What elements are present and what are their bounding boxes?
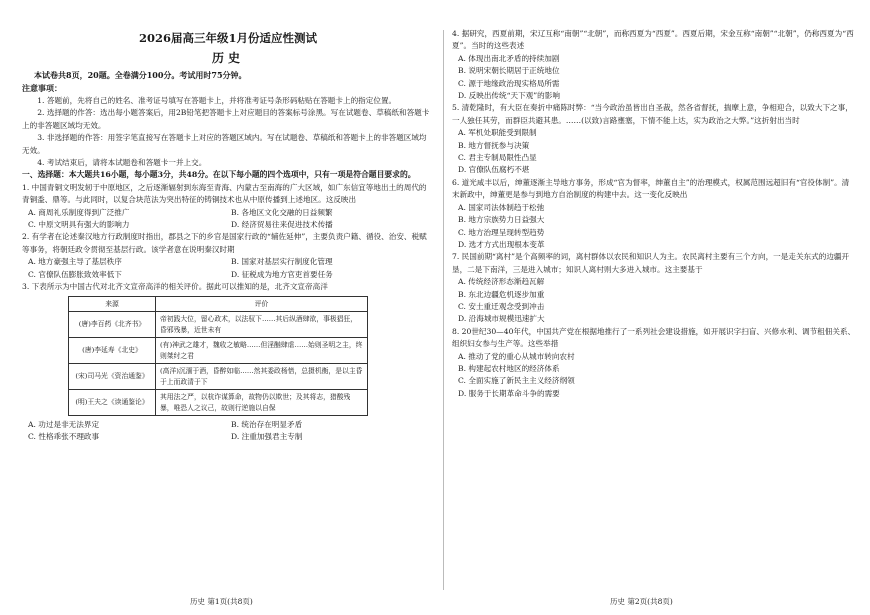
question-2 [22, 231, 434, 281]
table-row [69, 338, 368, 364]
question-stem: 5. 清乾隆时，有大臣在奏折中痛陈时弊：“当今政治虽皆出自圣裁，然各省督抚，揣摩上意，争相迎合，以致大下之事，一人独任其劳，而群臣共避其患。……(以致)言路壅塞，下情不能上达，实为政治之大弊。”这折射出当时 [452, 103, 853, 125]
table-cell-source: (唐)李延寿《北史》 [69, 338, 156, 364]
question-options [452, 53, 856, 103]
section-heading: 一、选择题：本大题共16小题，每小题3分，共48分。在以下每小题的四个选项中，只有一项是符合题目要求的。 [22, 170, 416, 180]
question-1 [22, 182, 434, 232]
exam-meta: 本试卷共8页，20题。全卷满分100分。考试用时75分钟。 [34, 70, 247, 80]
option-d[interactable]: D. 选才方式出现根本变革 [458, 239, 545, 249]
option-b[interactable]: B. 说明宋朝长期居于正统地位 [458, 66, 560, 76]
option-a[interactable]: A. 军机处职能受到限制 [458, 128, 537, 138]
question-stem: 8. 20世纪30—40年代，中国共产党在根据地推行了一系列社会建设措施，如开展识字扫盲、兴修水利、调节租佃关系、组织妇女参与生产等。这些举措 [452, 326, 856, 349]
table-cell-evaluation: (有)神武之雄才，魏收之敏略……但淫酗肆虐……始则圣明之主，终则桀纣之君 [156, 338, 368, 364]
table-cell-source: (唐)李百药《北齐书》 [69, 312, 156, 338]
question-options [452, 127, 856, 177]
table-row [69, 364, 368, 390]
option-a[interactable]: A. 功过是非无法界定 [28, 420, 100, 429]
option-a[interactable]: A. 传统经济形态渐趋瓦解 [458, 277, 545, 287]
table-header-row [69, 296, 368, 312]
option-c[interactable]: C. 性格乖张不理政事 [28, 432, 100, 442]
question-stem: 3. 下表所示为中国古代对北齐文宣帝高洋的相关评价。据此可以推知的是，北齐文宣帝高洋 [22, 282, 328, 292]
option-b[interactable]: B. 国家对基层实行制度化管理 [231, 257, 333, 267]
note-item: 1. 答题前，先将自己的姓名、准考证号填写在答题卡上，并将准考证号条形码粘贴在答题卡上的指定位置。 [37, 96, 397, 105]
option-c[interactable]: C. 地方治理呈现转型趋势 [458, 227, 545, 237]
question-stem: 4. 据研究，西夏前期，宋辽互称“南朝”“北朝”，而称西夏为“西夏”。西夏后期，宋金互称“南朝”“北朝”，仍称西夏为“西夏”。当时的这些表述 [452, 29, 854, 51]
table-cell-evaluation: 其用法之严，以杭诈谋算命，故物仍以欺世；及其将志，猎酸残暴，唯恐人之议己，故则行逆施以自保 [156, 390, 368, 416]
page-footer-left: 历史 第1页(共8页) [190, 597, 253, 606]
note-item: 3. 非选择题的作答：用签字笔直接写在答题卡上对应的答题区域内。写在试题卷、草稿纸和答题卡上的非答题区域均无效。 [22, 133, 427, 155]
table-header: 来源 [69, 296, 156, 312]
question-5 [452, 102, 856, 176]
question-3 [22, 281, 434, 444]
option-d[interactable]: D. 注重加强君主专制 [231, 432, 303, 442]
option-a[interactable]: A. 地方豪强主导了基层秩序 [28, 257, 122, 267]
table-cell-evaluation: (高洋)沉湎于酒，昏醉如临……然其委政杨愔，总摄机衡，是以主昏于上而政清于下 [156, 364, 368, 390]
note-item: 2. 选择题的作答：选出每小题答案后，用2B铅笔把答题卡上对应题目的答案标号涂黑。写在试题卷、草稿纸和答题卡上的非答题区域均无效。 [22, 108, 430, 130]
option-d[interactable]: D. 沿海城市规模迅速扩大 [458, 314, 545, 324]
option-b[interactable]: B. 地方宗族势力日益强大 [458, 215, 545, 225]
table-row [69, 390, 368, 416]
question-options [452, 202, 856, 252]
question-stem: 6. 道光咸丰以后，绅董逐渐主导地方事务，形成“官为督率，绅董自主”的治理模式，权属范围远超旧有“官役体制”。清末新政中，绅董更是参与到地方自治制度的构建中去。这一变化反映出 [452, 177, 850, 200]
table-cell-evaluation: 帝初践大位，留心政术，以法驭下……其后纵酒肆欲，事极猖狂，昏邪残暴，近世未有 [156, 312, 368, 338]
option-c[interactable]: C. 安土重迁观念受到冲击 [458, 301, 545, 311]
option-d[interactable]: D. 服务于长期革命斗争的需要 [458, 388, 560, 398]
option-a[interactable]: A. 体现出南北矛盾的持续加剧 [458, 53, 560, 63]
page-footer-right: 历史 第2页(共8页) [610, 597, 673, 606]
option-b[interactable]: B. 东北边疆危机逐步加重 [458, 289, 545, 299]
option-a[interactable]: A. 国家司法体制趋于松弛 [458, 202, 545, 212]
question-stem: 7. 民国前期“离村”是个高频率的词，离村群体以农民和知识人为主。农民离村主要有三个方向，一是走关东式的边疆开垦，二是下南洋，三是进入城市；知识人离村则大多进入城市。这主要基于 [452, 252, 850, 274]
option-c[interactable]: C. 君主专制局限性凸显 [458, 153, 537, 163]
option-c[interactable]: C. 全面实施了新民主主义经济纲领 [458, 376, 575, 386]
table-cell-source: (宋)司马光《资治通鉴》 [69, 364, 156, 390]
question-7 [452, 251, 856, 325]
question-options [452, 351, 856, 401]
option-d[interactable]: D. 官僚队伍腐朽不堪 [458, 165, 530, 175]
option-b[interactable]: B. 构建起农村地区的经济体系 [458, 363, 560, 373]
option-d[interactable]: D. 征税成为地方官吏首要任务 [231, 269, 333, 279]
notes-heading: 注意事项： [22, 83, 62, 93]
option-c[interactable]: C. 源于地缘政治现实格局所需 [458, 78, 560, 88]
note-item: 4. 考试结束后，请将本试题卷和答题卡一并上交。 [37, 158, 207, 168]
option-b[interactable]: B. 统治存在明显矛盾 [231, 420, 303, 429]
table-cell-source: (明)王夫之《读通鉴论》 [69, 390, 156, 416]
question-6 [452, 177, 856, 251]
column-divider [443, 30, 444, 590]
question-stem: 2. 有学者在论述秦汉地方行政制度时指出，郡县之下的乡官是国家行政的“辅佐延伸”，主要负责户籍、循役、治安、税赋等事务，将朝廷政令贯彻至基层行政。该学者意在说明秦汉时期 [22, 232, 427, 254]
option-d[interactable]: D. 经济贸易往来促进技术传播 [231, 220, 333, 230]
subject-title: 历史 [211, 51, 244, 65]
question-4 [452, 28, 856, 102]
question-options [22, 207, 434, 232]
table-header: 评价 [156, 296, 368, 312]
question-8 [452, 326, 856, 400]
right-column [452, 28, 856, 400]
exam-title: 2026届高三年级1月份适应性测试 [138, 31, 317, 45]
option-c[interactable]: C. 官僚队伍膨胀致效率低下 [28, 269, 122, 279]
question-options [22, 419, 434, 444]
option-c[interactable]: C. 中原文明具有强大的影响力 [28, 220, 130, 230]
option-b[interactable]: B. 地方督抚参与决策 [458, 140, 530, 150]
question-options [22, 256, 434, 281]
option-a[interactable]: A. 推动了党的重心从城市转向农村 [458, 351, 575, 361]
question-options [452, 276, 856, 326]
option-a[interactable]: A. 商周礼乐制度得到广泛推广 [28, 207, 130, 217]
question-stem: 1. 中国青铜文明发轫于中原地区，之后逐渐辐射到东海至青海、内蒙古至南海的广大区域，如广东信宜等地出土的周代的青铜盉、鼎等。与此同时，以复合块范法为突出特征的铸铜技术也从中原传播到上述地区。这反映出 [22, 182, 427, 205]
option-b[interactable]: B. 各地区文化交融的日益频繁 [231, 207, 333, 217]
left-column [22, 28, 434, 444]
table-row [69, 312, 368, 338]
evaluation-table [68, 296, 368, 417]
option-d[interactable]: D. 反映出传统“天下观”的影响 [458, 91, 560, 101]
